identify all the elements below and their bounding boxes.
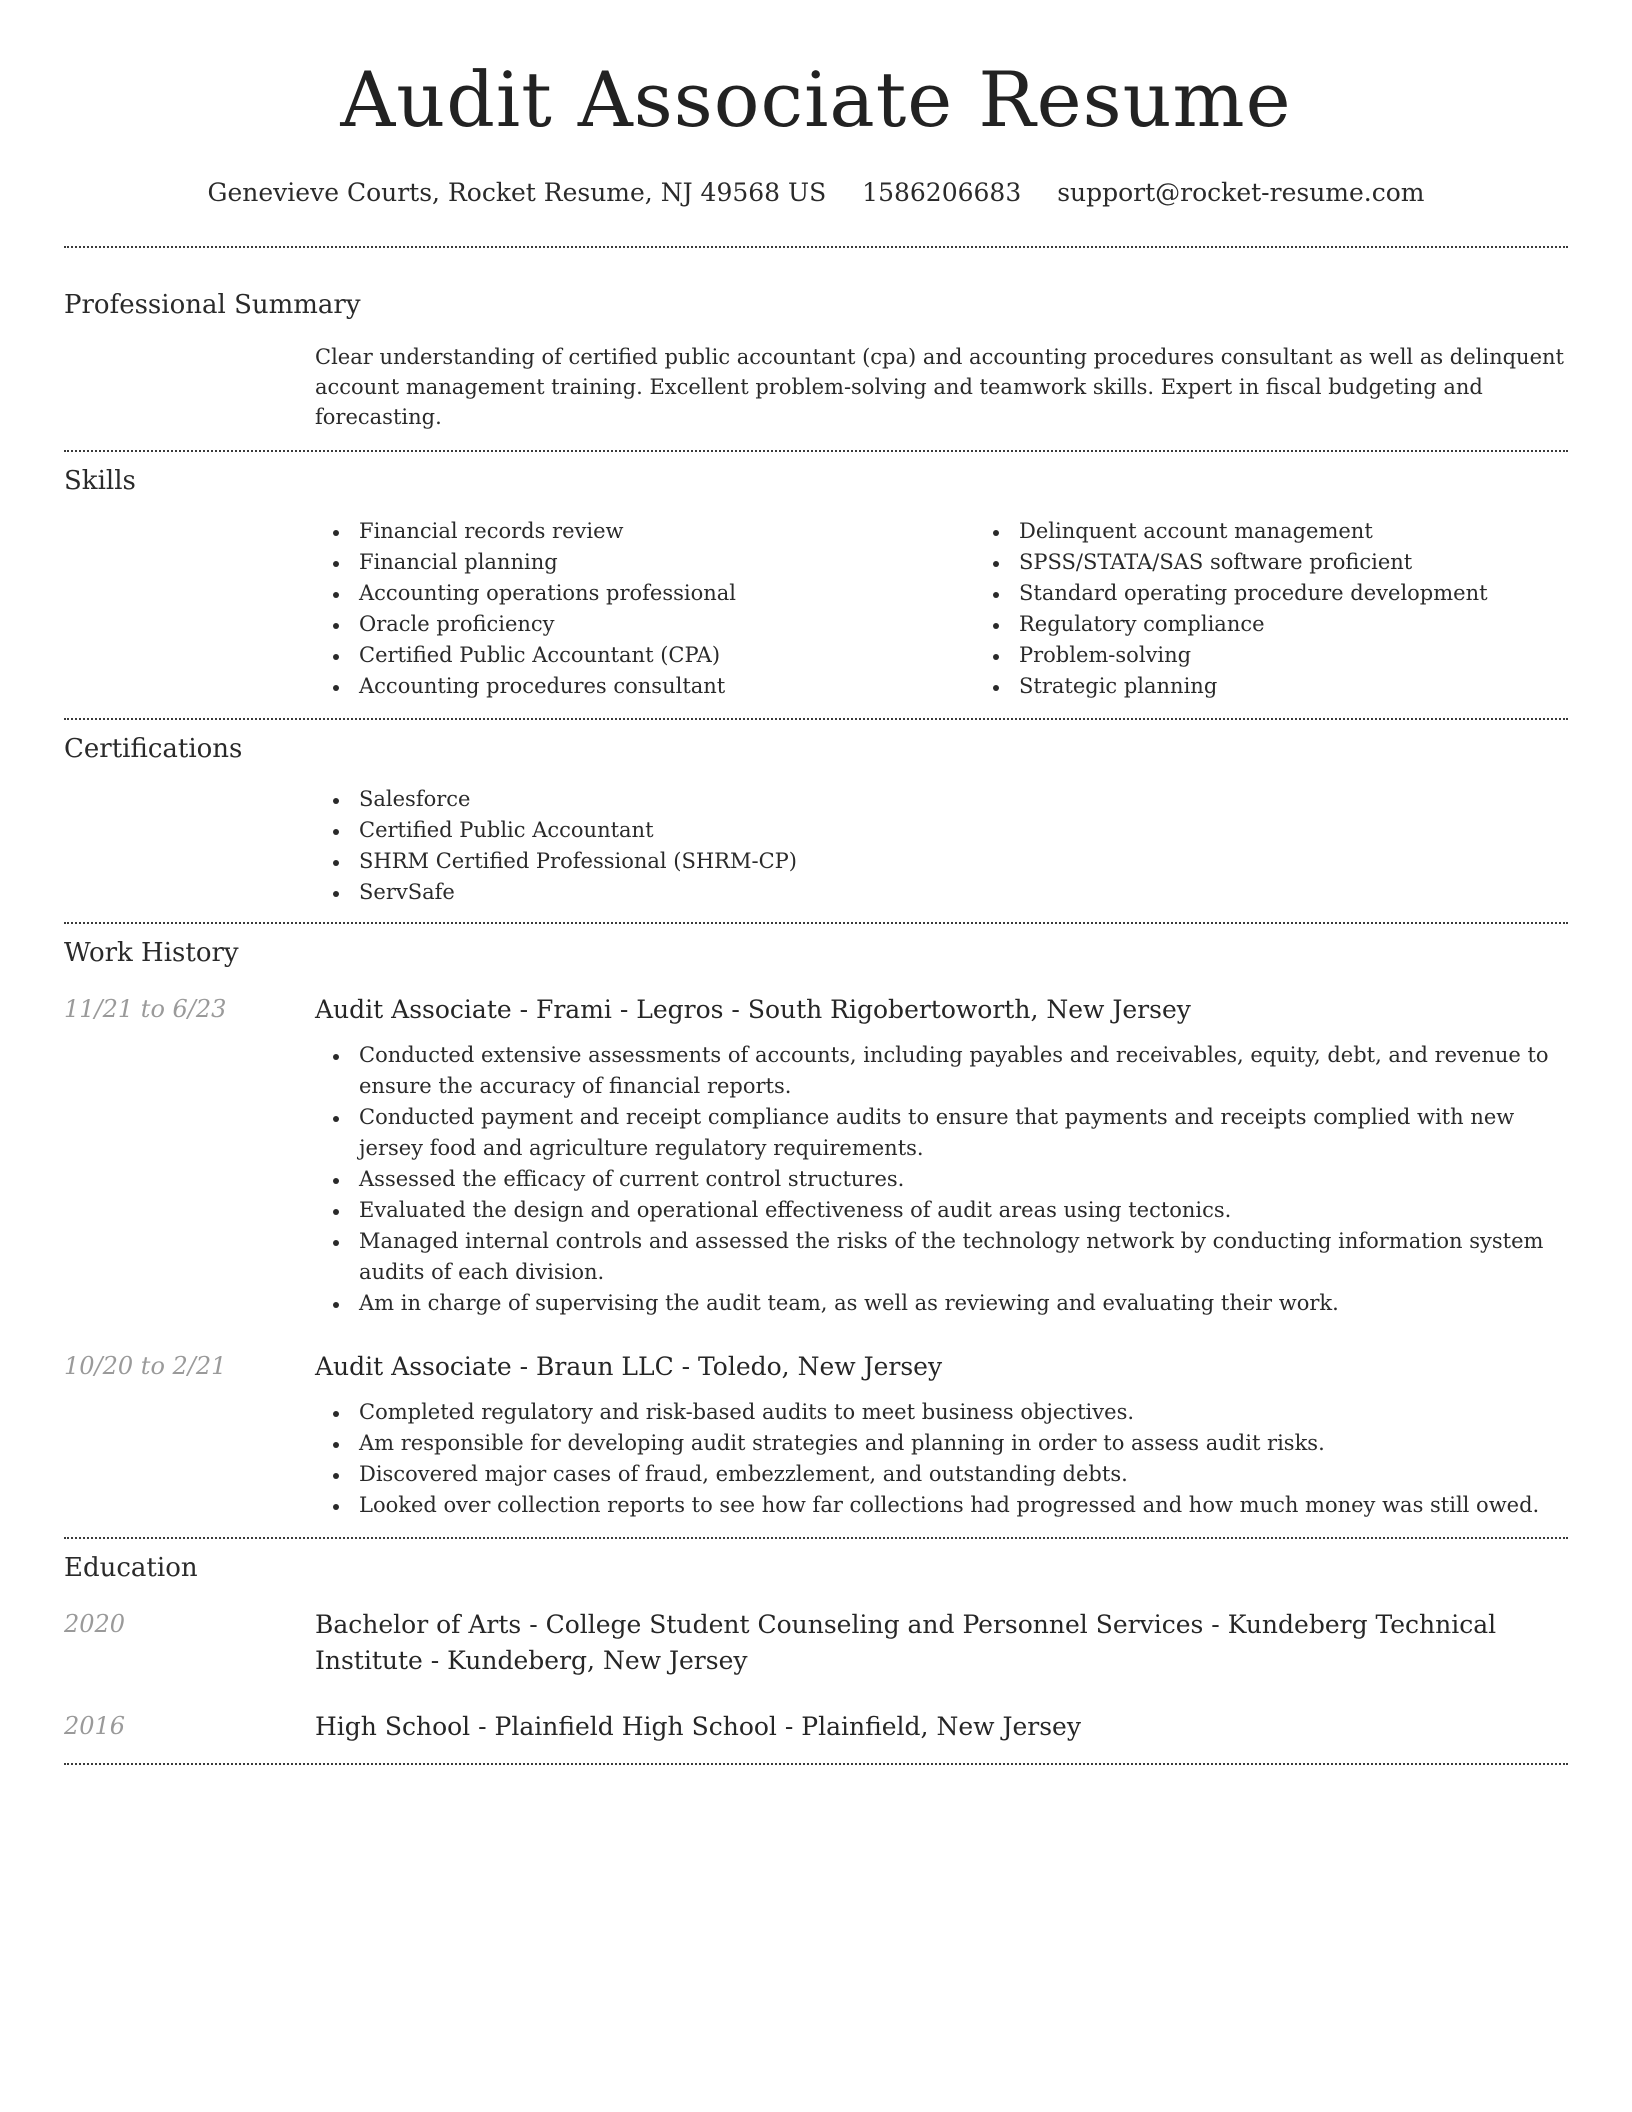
education-section: [64, 1539, 1568, 1763]
skills-list-left: [315, 516, 975, 702]
job-bullet: Evaluated the design and operational effectiveness of audit areas using tectonics.: [359, 1195, 1568, 1226]
job-bullet: Discovered major cases of fraud, embezzlement, and outstanding debts.: [359, 1459, 1568, 1490]
skills-section: [64, 452, 1568, 718]
job-date: 10/20 to 2/21: [64, 1352, 227, 1380]
job-heading: Audit Associate - Braun LLC - Toledo, New Jersey: [315, 1352, 943, 1381]
skill-item: Problem-solving: [1019, 640, 1632, 671]
skill-item: Regulatory compliance: [1019, 609, 1632, 640]
summary-text: Clear understanding of certified public accountant (cpa) and accounting procedures consultant as well as delinquent account management training. Excellent problem-solving and teamwork skills. Expert in fiscal budgeting and forecasting.: [315, 345, 1564, 429]
skill-item: Financial records review: [359, 516, 975, 547]
skill-item: SPSS/STATA/SAS software proficient: [1019, 547, 1632, 578]
skill-item: Delinquent account management: [1019, 516, 1632, 547]
education-heading: Education: [64, 1553, 198, 1583]
certification-item: SHRM Certified Professional (SHRM-CP): [359, 846, 1568, 877]
skill-item: Financial planning: [359, 547, 975, 578]
education-date: 2016: [64, 1712, 126, 1740]
certification-item: Certified Public Accountant: [359, 815, 1568, 846]
certification-item: Salesforce: [359, 784, 1568, 815]
work-history-section: [64, 924, 1568, 1537]
skill-item: Accounting procedures consultant: [359, 671, 975, 702]
job-bullet: Completed regulatory and risk-based audits to meet business objectives.: [359, 1397, 1568, 1428]
job-bullet: Assessed the efficacy of current control structures.: [359, 1164, 1568, 1195]
skill-item: Oracle proficiency: [359, 609, 975, 640]
job-entry: [64, 992, 1568, 1319]
job-entry: [64, 1349, 1568, 1521]
section-divider: [64, 1763, 1568, 1765]
job-bullet: Am in charge of supervising the audit team, as well as reviewing and evaluating their work.: [359, 1288, 1568, 1319]
job-bullet: Conducted payment and receipt compliance audits to ensure that payments and receipts complied with new jersey food and agriculture regulatory requirements.: [359, 1102, 1568, 1164]
job-bullet: Looked over collection reports to see how far collections had progressed and how much money was still owed.: [359, 1490, 1568, 1521]
contact-email: support@rocket-resume.com: [1057, 178, 1425, 207]
education-entry: [64, 1607, 1568, 1679]
certifications-heading: Certifications: [64, 734, 243, 764]
skill-item: Strategic planning: [1019, 671, 1632, 702]
contact-phone: 1586206683: [862, 178, 1022, 207]
job-bullet: Managed internal controls and assessed the risks of the technology network by conducting information system audits of each division.: [359, 1226, 1568, 1288]
education-heading-text: High School - Plainfield High School - Plainfield, New Jersey: [315, 1712, 1081, 1741]
skills-heading: Skills: [64, 466, 136, 496]
job-bullets: [315, 1040, 1568, 1319]
certification-item: ServSafe: [359, 877, 1568, 908]
job-heading: Audit Associate - Frami - Legros - South Rigobertoworth, New Jersey: [315, 995, 1191, 1024]
contact-line: [64, 176, 1568, 210]
contact-address: Genevieve Courts, Rocket Resume, NJ 49568 US: [207, 178, 827, 207]
certifications-list: [315, 784, 1568, 908]
job-bullets: [315, 1397, 1568, 1521]
skills-list-right: [975, 516, 1632, 702]
summary-section: [64, 248, 1568, 450]
skill-item: Certified Public Accountant (CPA): [359, 640, 975, 671]
education-date: 2020: [64, 1610, 126, 1638]
work-history-heading: Work History: [64, 938, 239, 968]
skill-item: Standard operating procedure development: [1019, 578, 1632, 609]
certifications-section: [64, 720, 1568, 922]
education-heading-text: Bachelor of Arts - College Student Counseling and Personnel Services - Kundeberg Technical Institute - Kundeberg, New Jersey: [315, 1610, 1497, 1675]
job-bullet: Am responsible for developing audit strategies and planning in order to assess audit risks.: [359, 1428, 1568, 1459]
skill-item: Accounting operations professional: [359, 578, 975, 609]
job-date: 11/21 to 6/23: [64, 995, 227, 1023]
job-bullet: Conducted extensive assessments of accounts, including payables and receivables, equity, debt, and revenue to ensure the accuracy of financial reports.: [359, 1040, 1568, 1102]
summary-heading: Professional Summary: [64, 290, 361, 320]
education-entry: [64, 1709, 1568, 1745]
resume-title: Audit Associate Resume: [340, 55, 1292, 144]
